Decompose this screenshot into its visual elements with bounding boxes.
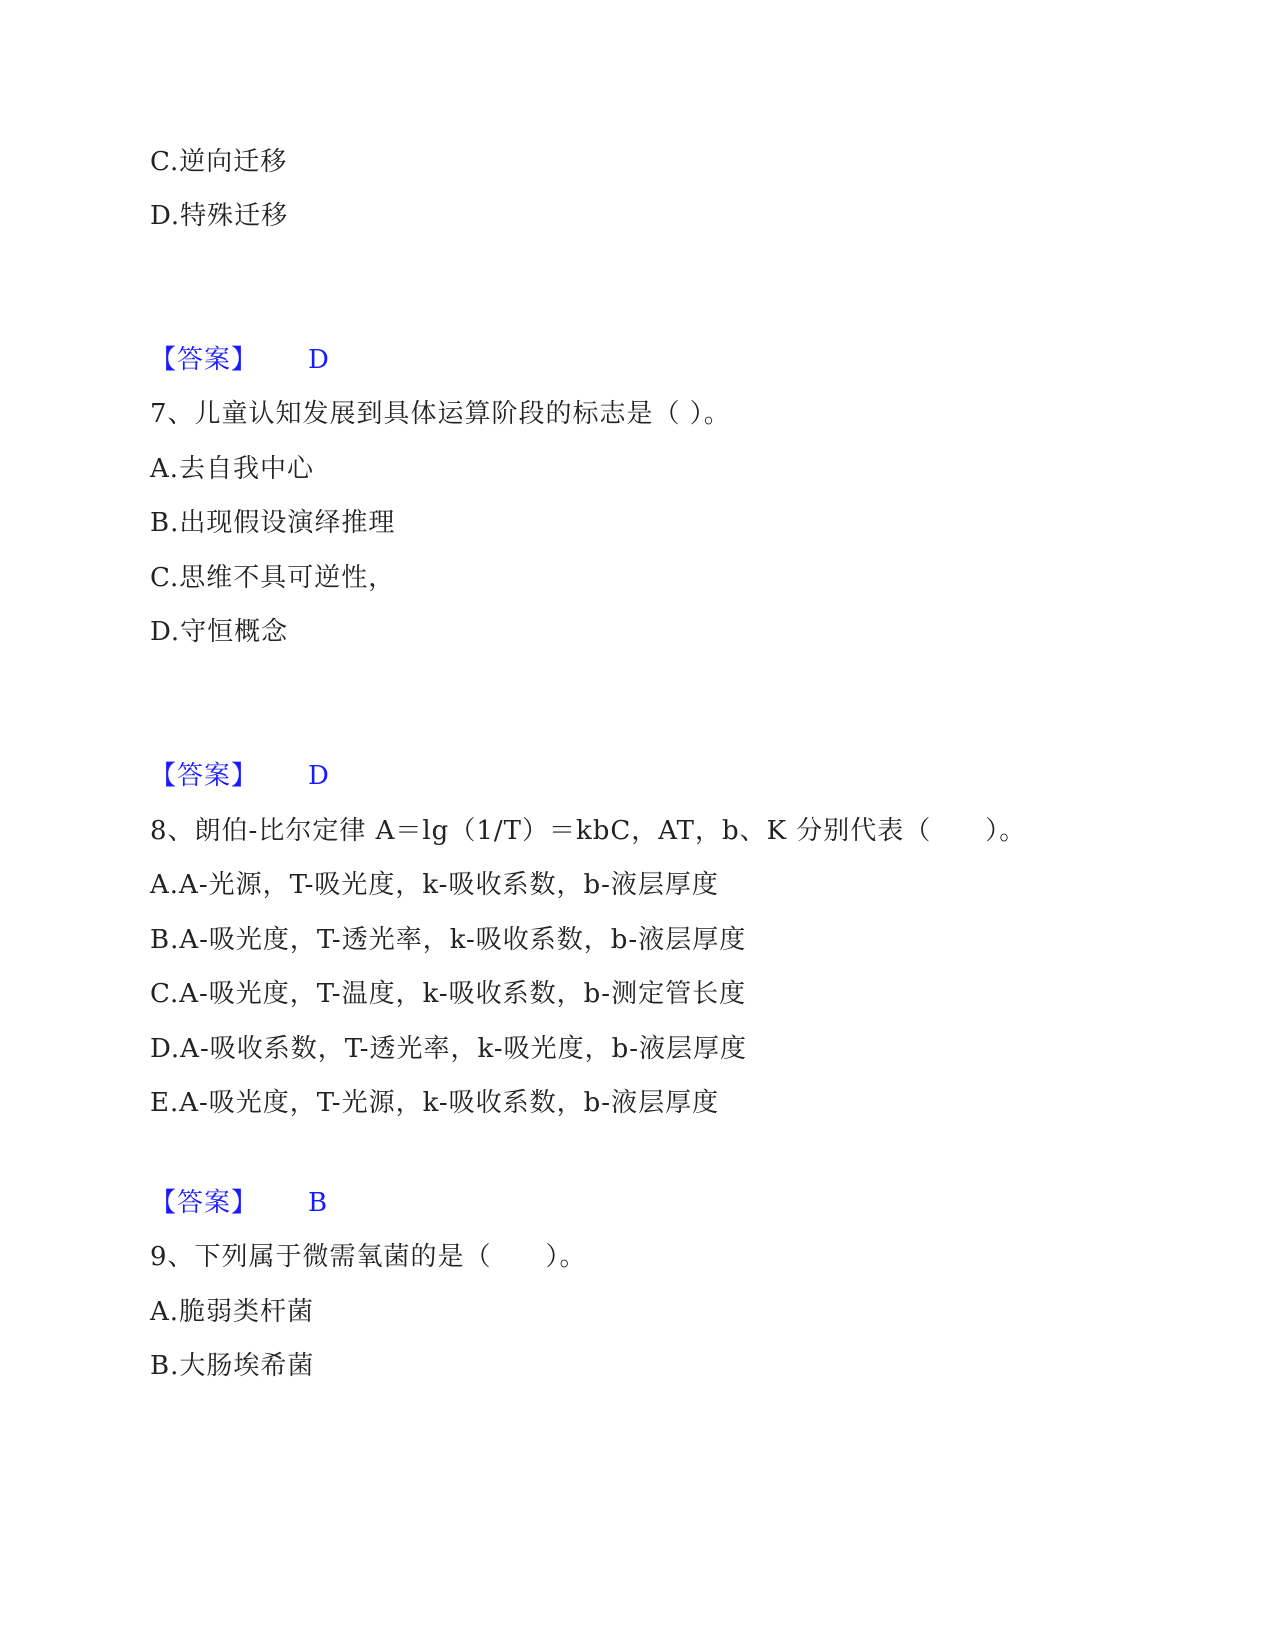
answer-value: B — [308, 1188, 329, 1218]
answer-label: 【答案】 — [150, 345, 259, 375]
q7-option-d: D.守恒概念 — [150, 617, 289, 647]
q6-option-d: D.特殊迁移 — [150, 201, 289, 231]
q7-option-c: C.思维不具可逆性， — [150, 563, 396, 593]
q9-option-a: A.脆弱类杆菌 — [150, 1297, 315, 1327]
q8-option-b: B.A-吸光度，T-透光率，k-吸收系数，b-液层厚度 — [150, 925, 747, 955]
answer-label: 【答案】 — [150, 761, 259, 791]
q7-answer — [150, 760, 330, 792]
q8-option-e: E.A-吸光度，T-光源，k-吸收系数，b-液层厚度 — [150, 1088, 720, 1118]
q7-option-a: A.去自我中心 — [150, 454, 315, 484]
q8-option-c: C.A-吸光度，T-温度，k-吸收系数，b-测定管长度 — [150, 979, 747, 1009]
q7-option-b: B.出现假设演绎推理 — [150, 508, 396, 538]
q9-option-b: B.大肠埃希菌 — [150, 1351, 315, 1381]
answer-label: 【答案】 — [150, 1188, 259, 1218]
answer-value: D — [308, 761, 330, 791]
q8-option-a: A.A-光源，T-吸光度，k-吸收系数，b-液层厚度 — [150, 870, 719, 900]
q8-question: 8、朗伯-比尔定律 A＝lg（1/T）＝kbC，AT，b、K 分别代表（ ）。 — [150, 816, 1027, 846]
q8-option-d: D.A-吸收系数，T-透光率，k-吸光度，b-液层厚度 — [150, 1034, 748, 1064]
q6-option-c: C.逆向迁移 — [150, 147, 288, 177]
q9-question: 9、下列属于微需氧菌的是（ ）。 — [150, 1242, 587, 1272]
q7-question: 7、儿童认知发展到具体运算阶段的标志是（ ）。 — [150, 399, 731, 429]
q8-answer — [150, 1187, 328, 1219]
answer-value: D — [308, 345, 330, 375]
q6-answer — [150, 344, 330, 376]
